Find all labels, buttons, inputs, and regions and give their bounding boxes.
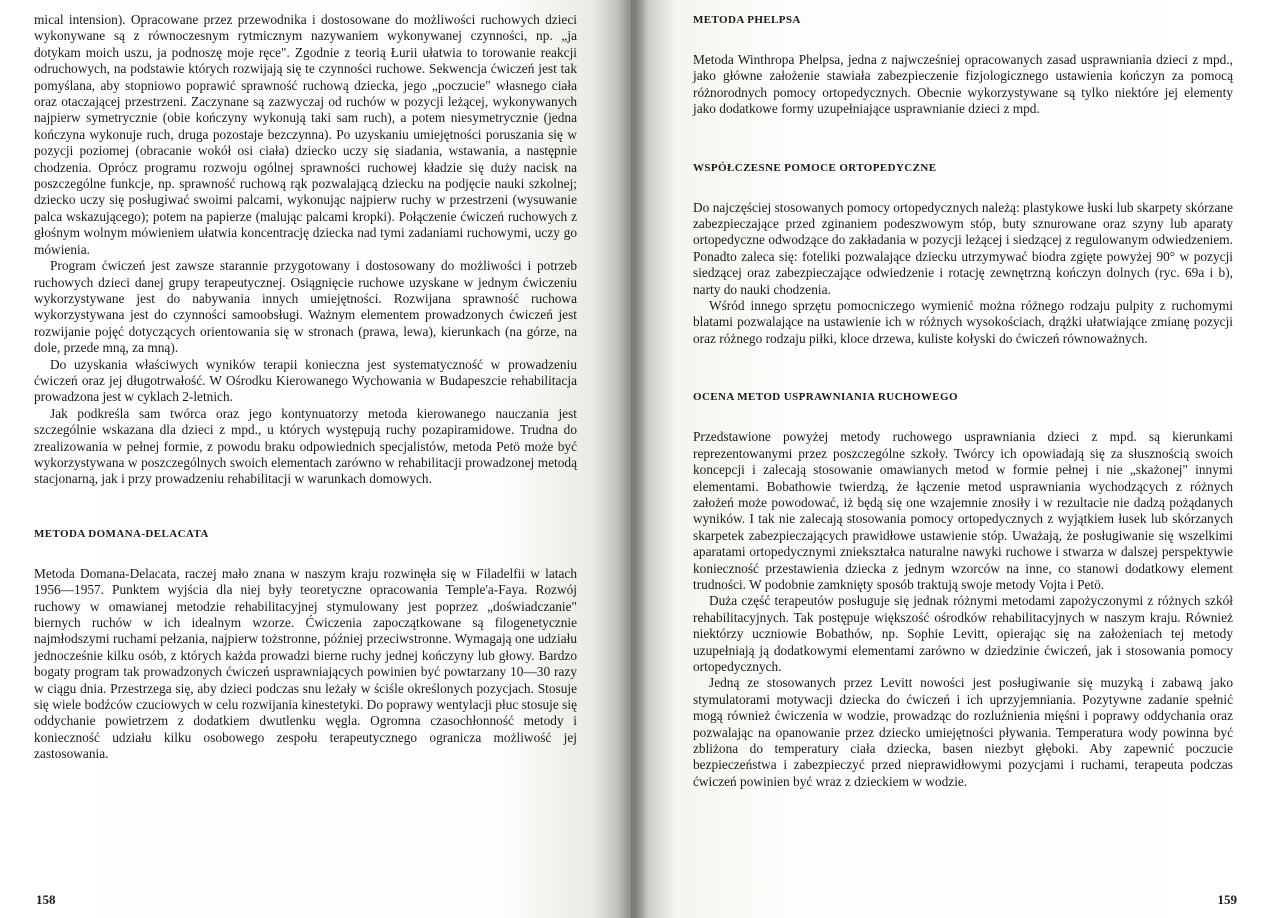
left-page	[0, 0, 631, 918]
left-paragraph-4: Jak podkreśla sam twórca oraz jego kontynuatorzy metoda kierowanego nauczania jest szczególnie wskazana dla dzieci z mpd., u których występują ruchy pozapiramidowe. Trudna do zrealizowania w pełnej formie, z powodu braku odpowiednich specjalistów, metoda Petö może być wykorzystywana w poszczególnych swoich elementach zarówno w rehabilitacji prowadzonej metodą stacjonarną, jak i przy prowadzeniu rehabilitacji w warunkach domowych.	[34, 405, 577, 487]
left-paragraph-3: Do uzyskania właściwych wyników terapii konieczna jest systematyczność w prowadzeniu ćwiczeń oraz jej długotrwałość. W Ośrodku Kierowanego Wychowania w Budapeszcie rehabilitacja prowadzona jest w cyklach 2-letnich.	[34, 356, 577, 405]
left-paragraph-5: Metoda Domana-Delacata, raczej mało znana w naszym kraju rozwinęła się w Filadelfii w latach 1956—1957. Punktem wyjścia dla niej były teoretyczne opracowania Temple'a-Faya. Rozwój ruchowy w omawianej metodzie rehabilitacyjnej stymulowany jest poprzez „doświadczanie" biernych ruchów w ich idealnym wzorze. Ćwiczenia zapoczątkowane są filogenetycznie najmłodszymi ruchami pełzania, najpierw tożstronne, później przeciwstronne. Wymagają one udziału jednocześnie kilku osób, z których każda prowadzi bierne ruchy jednej kończyny lub głowy. Bardzo bogaty program tak prowadzonych ćwiczeń usprawniających powinien być powtarzany 10—30 razy w ciągu dnia. Przestrzega się, aby dzieci podczas snu leżały w ściśle określonych pozycjach. Stosuje się wiele bodźców czuciowych w celu rozwijania kinestetyki. Do poprawy wentylacji płuc stosuje się oddychanie powietrzem z dodatkiem dwutlenku węgla. Ogromna czasochłonność metody i konieczność udziału kilku osobowego zespołu terapeutycznego ogranicza możliwość jej zastosowania.	[34, 565, 577, 762]
page-number-right: 159	[1217, 892, 1237, 907]
spacer	[693, 403, 1233, 429]
page-number-left: 158	[36, 892, 56, 907]
right-paragraph-5: Duża część terapeutów posługuje się jednak różnymi metodami zapożyczonymi z różnych szkół rehabilitacyjnych. Tak postępuje większość ośrodków rehabilitacyjnych w naszym kraju. Również niektórzy uczniowie Bobathów, np. Sophie Levitt, opierając się na założeniach tej metody uzupełniają ją dodatkowymi elementami zarówno w dziedzinie ćwiczeń, jak i stosowania pomocy ortopedycznych.	[693, 593, 1233, 674]
section-heading-orthopedic-aids: WSPÓŁCZESNE POMOCE ORTOPEDYCZNE	[693, 161, 937, 174]
right-paragraph-6: Jedną ze stosowanych przez Levitt nowości jest posługiwanie się muzyką i zabawą jako stymulatorami motywacji dziecka do ćwiczeń i ich uprzyjemniania. Pozytywne zadanie spełnić mogą również ćwiczenia w wodzie, prowadząc do rozluźnienia mięśni i poprawy oddychania oraz pozwalając na opanowanie przez dziecko umiejętności pływania. Temperatura wody powinna być zbliżona do temperatury ciała dziecka, basen niezbyt głęboki. Aby zapewnić poczucie bezpieczeństwa i zabezpieczyć przed nieprawidłowymi pozycjami i ruchami, terapeuta podczas ćwiczeń powinien być wraz z dzieckiem w wodzie.	[693, 675, 1233, 789]
spacer	[693, 347, 1233, 391]
spacer	[693, 118, 1233, 162]
section-heading-doman-delacato: METODA DOMANA-DELACATA	[34, 527, 209, 540]
spacer	[693, 174, 1233, 200]
spacer	[34, 488, 577, 528]
right-paragraph-3: Wśród innego sprzętu pomocniczego wymienić można różnego rodzaju pulpity z ruchomymi blatami pozwalające na ustawienie ich w różnych wysokościach, drążki ułatwiające zmianę pozycji oraz różnego rodzaju piłki, kloce drzewa, kuliste kołyski do ćwiczeń równoważnych.	[693, 298, 1233, 346]
right-paragraph-2: Do najczęściej stosowanych pomocy ortopedycznych należą: plastykowe łuski lub skarpety skórzane zabezpieczające przed zginaniem podeszwowym stóp, buty sznurowane oraz szyny lub aparaty ortopedyczne odwodzące do zakładania w pozycji leżącej i siedzącej z regulowanym odwiedzeniem. Ponadto zaleca się: foteliki pozwalające dziecku utrzymywać biodra zgięte powyżej 90° w pozycji siedzącej oraz zabezpieczające odwiedzenie i rotację zewnętrzną kończyn dolnych (ryc. 69a i b), narty do nauki chodzenia.	[693, 199, 1233, 297]
spacer	[693, 26, 1233, 52]
right-paragraph-1: Metoda Winthropa Phelpsa, jedna z najwcześniej opracowanych zasad usprawniania dzieci z mpd., jako główne założenie stawiała zabezpieczenie fizjologicznego ustawienia kończyn za pomocą różnorodnych pomocy ortopedycznych. Obecnie wykorzystywane są tylko niektóre jej elementy jako dodatkowe formy uzupełniające usprawnianie dzieci z mpd.	[693, 52, 1233, 117]
spacer	[34, 540, 577, 566]
section-heading-evaluation: OCENA METOD USPRAWNIANIA RUCHOWEGO	[693, 391, 958, 404]
right-paragraph-4: Przedstawione powyżej metody ruchowego usprawniania dzieci z mpd. są kierunkami reprezentowanymi przez poszczególne szkoły. Twórcy ich opowiadają się za słusznością swoich koncepcji i zalecają stosowanie omawianych metod w formie pełnej i nie „skażonej" innymi elementami. Bobathowie twierdzą, że łączenie metod usprawniania wychodzących z różnych założeń może powodować, iż będą się one wzajemnie znosiły i w rezultacie nie dadzą pożądanych wyników. I tak nie zalecają stosowania pomocy ortopedycznych z wyjątkiem łusek lub skórzanych skarpetek zabezpieczających prawidłowe ustawienie stóp. Uważają, że posługiwanie się wszelkimi aparatami ortopedycznymi zniekształca naturalne nawyki ruchowe i stwarza w dalszej perspektywie konieczność przestawienia dziecka z jednym wzorców na inne, co stanowi dodatkowy element trudności. W podobnie zamknięty sposób traktują swoje metody Vojta i Petö.	[693, 429, 1233, 592]
right-page	[631, 0, 1263, 918]
left-paragraph-1: mical intension). Opracowane przez przewodnika i dostosowane do możliwości ruchowych dzieci wykonywane są z równoczesnym rytmicznym nazywaniem wykonywanej czynności, np. „ja dotykam moich uszu, ja podnoszę moje ręce". Zgodnie z teorią Łurii ułatwia to torowanie reakcji odruchowych, na podstawie których rozwijają się te czynności ruchowe. Sekwencja ćwiczeń jest tak pomyślana, aby stopniowo poprawić sprawność ruchową dziecka, jego „poczucie" własnego ciała oraz otaczającej przestrzeni. Zaczynane są zazwyczaj od ruchów w pozycji leżącej, wykonywanych najpierw symetrycznie (obie kończyny wykonują taki sam ruch), a potem niesymetrycznie (jedna kończyna wykonuje ruch, druga pozostaje bezczynna). Po uzyskaniu umiejętności poruszania się w pozycji poziomej (obracanie wokół osi ciała) dziecko uczy się siadania, wstawania, a następnie chodzenia. Oprócz programu rozwoju ogólnej sprawności ruchowej kładzie się duży nacisk na poszczególne funkcje, np. sprawność ruchową rąk pozwalającą dziecku na podjęcie nauki szkolnej; dziecko uczy się posługiwać swoimi palcami, wykonując najpierw ruchy w przestrzeni (wysuwanie palca wskazującego); potem na papierze (malując palcami kropki). Połączenie ćwiczeń ruchowych z głośnym wolnym mówieniem ułatwia koncentrację dziecka nad tymi zadaniami ruchowymi, uczy go mówienia.	[34, 12, 577, 257]
section-heading-phelps: METODA PHELPSA	[693, 14, 801, 26]
left-paragraph-2: Program ćwiczeń jest zawsze starannie przygotowany i dostosowany do możliwości i potrzeb ruchowych dzieci danej grupy terapeutycznej. Osiągnięcie ruchowe uzyskane w jednym ćwiczeniu wykorzystywane jest do nabywania innych umiejętności. Rozwijana sprawność ruchowa wykorzystywana jest do czynności samoobsługi. Ważnym elementem prowadzonych ćwiczeń jest rozwijanie pojęć dotyczących orientowania się w stronach (prawa, lewa), kierunkach (na górze, na dole, przede mną, za mną).	[34, 258, 577, 356]
